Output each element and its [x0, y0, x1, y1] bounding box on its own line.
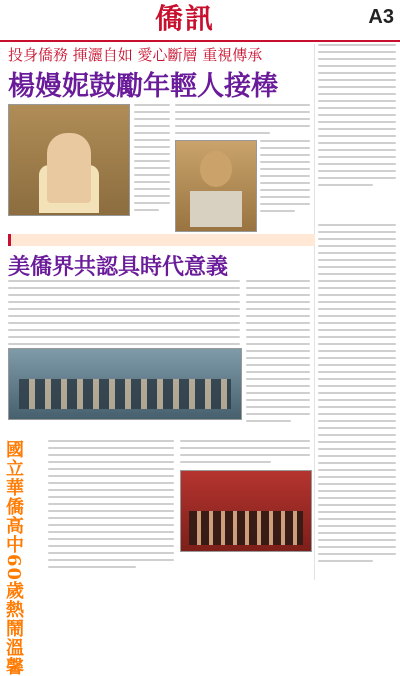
lead-body-text-3 [260, 140, 310, 217]
celebration-photo-crowd [189, 511, 303, 545]
lead-photo-figure [47, 133, 91, 203]
section3-vertical-headline: 國立華僑高中60歲熱鬧溫馨 [3, 440, 24, 676]
masthead [0, 0, 400, 42]
column-divider [314, 44, 315, 580]
group-photo [8, 348, 242, 420]
section2-headline: 美僑界共認具時代意義 [8, 254, 229, 280]
section2-body-text-2 [246, 280, 310, 427]
masthead-logo: 僑訊 [155, 2, 216, 35]
bust-base [190, 191, 242, 227]
right-column-text [318, 44, 396, 191]
group-photo-people [19, 379, 231, 409]
bust-head [200, 151, 232, 187]
lead-headline: 楊嫚妮鼓勵年輕人接棒 [8, 71, 278, 102]
right-column-text-2 [318, 224, 396, 567]
lead-body-text [134, 104, 170, 216]
section3-body-text-2 [180, 440, 310, 468]
lead-kicker: 投身僑務 揮灑自如 愛心斷層 重視傳承 [8, 46, 263, 64]
page-number: A3 [368, 6, 394, 28]
lead-photo [8, 104, 130, 216]
section2-body-text [8, 280, 240, 357]
section-banner [8, 234, 315, 246]
lead-body-text-2 [175, 104, 310, 139]
celebration-photo [180, 470, 312, 552]
bust-photo [175, 140, 257, 232]
section3-body-text [48, 440, 174, 573]
